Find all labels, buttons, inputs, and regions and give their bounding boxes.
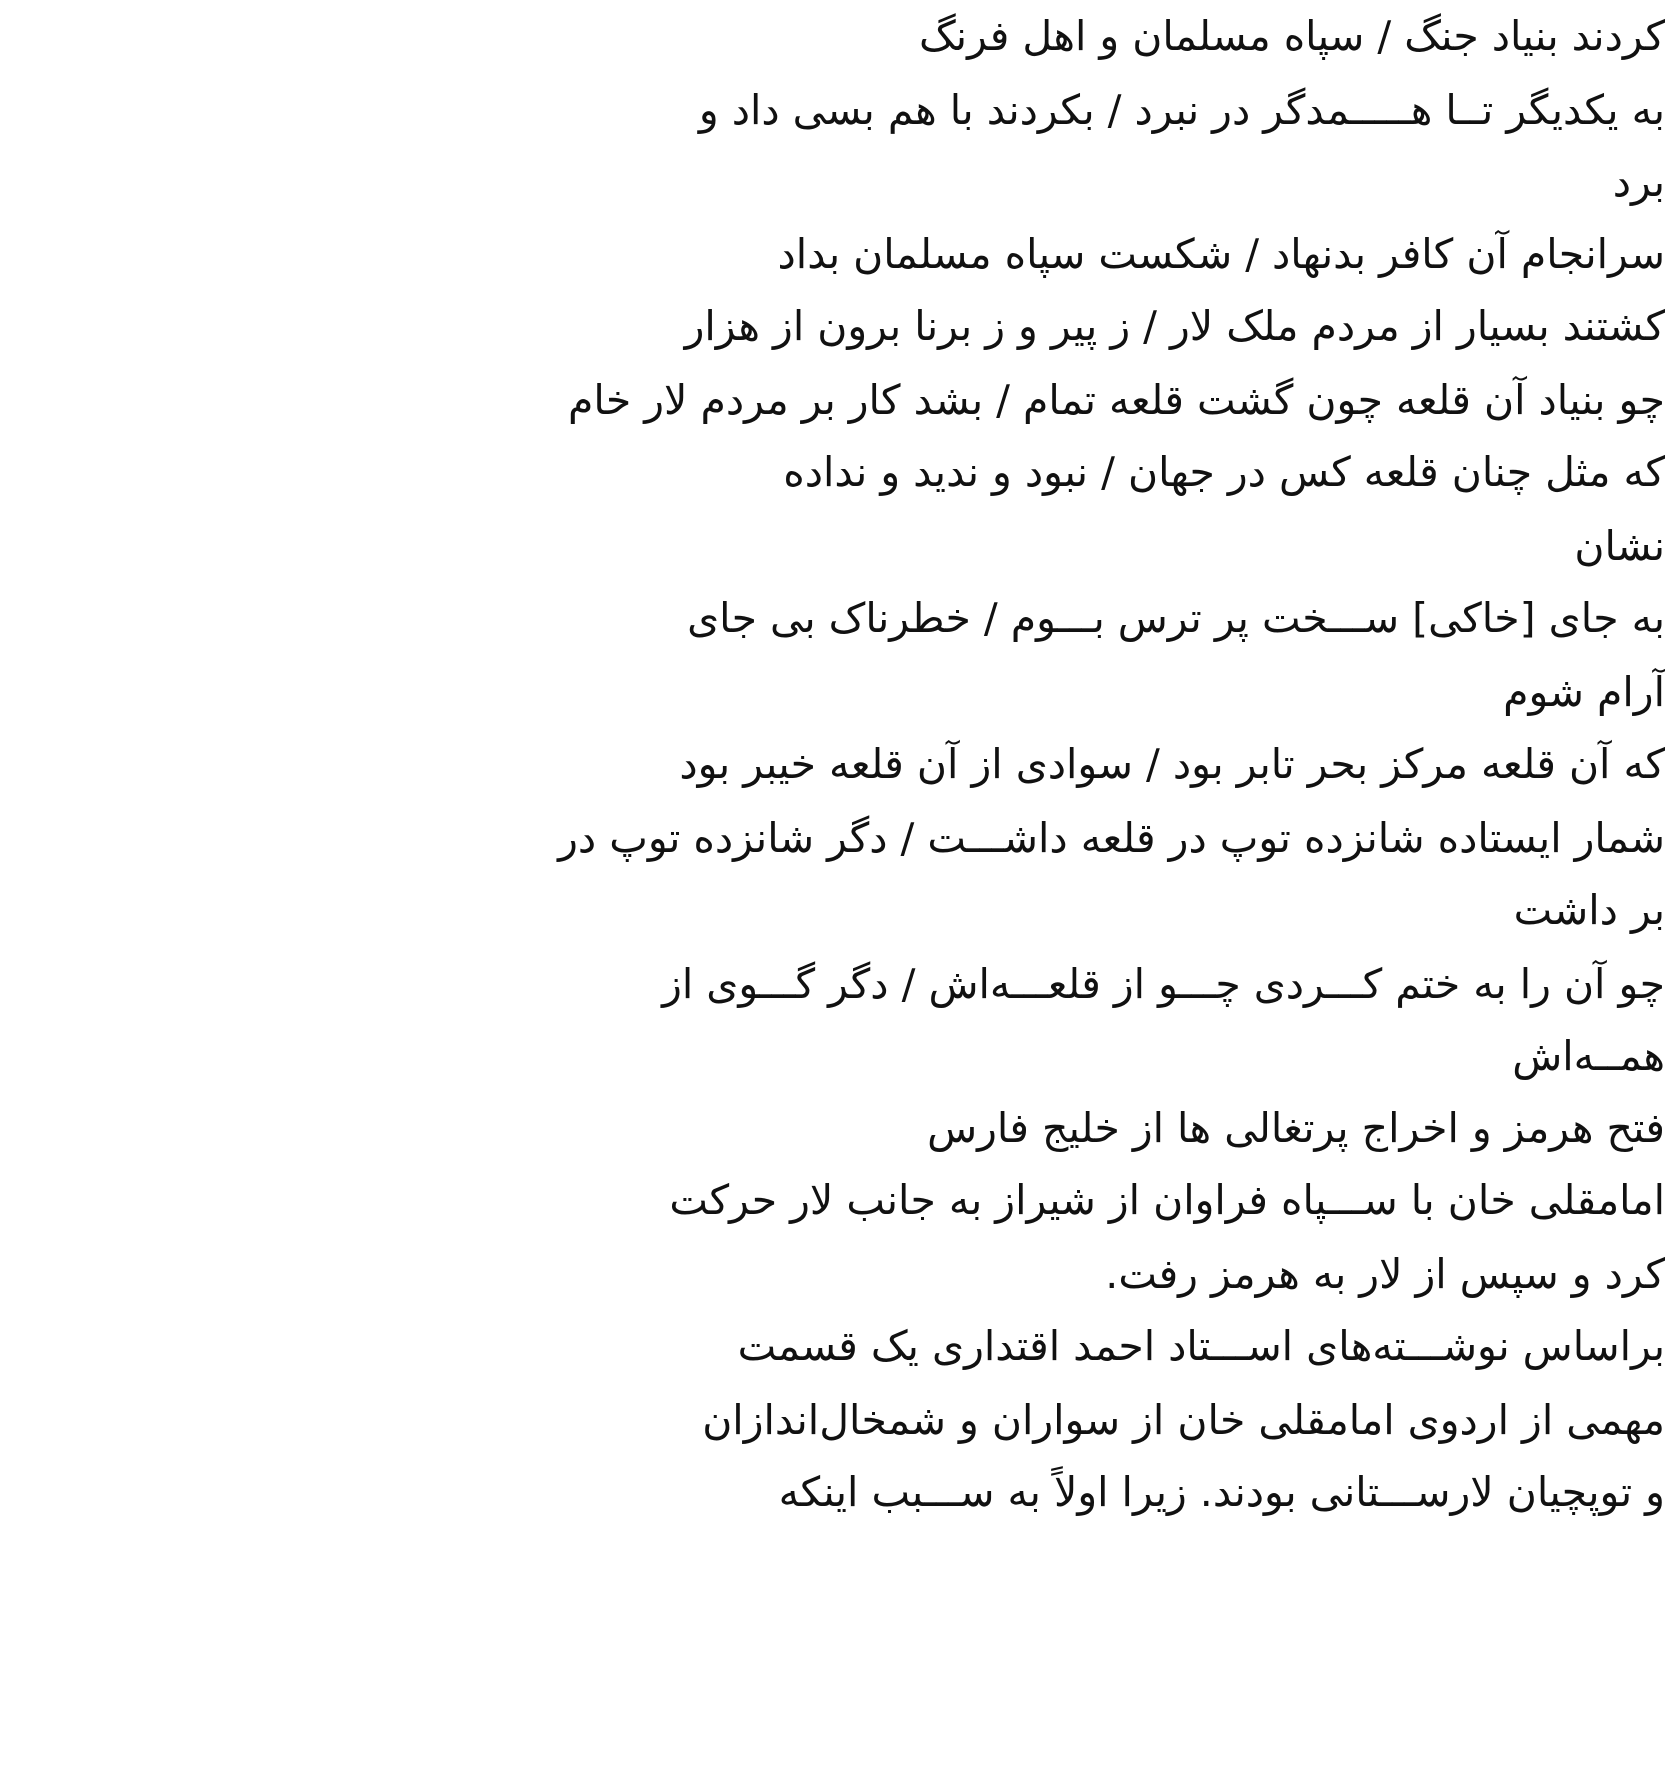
right-line-5: کشتند بسیار از مردم ملک لار / ز پیر و ز برنا برون از هزار <box>684 302 1665 350</box>
right-line-6: چو بنیاد آن قلعه چون گشت قلعه تمام / بشد کار بر مردم لار خام <box>567 376 1665 424</box>
right-line-15: همــه‌اش <box>1512 1032 1665 1080</box>
right-line-1: کردند بنیاد جنگ / سپاه مسلمان و اهل فرنگ <box>918 12 1665 60</box>
right-line-9: به جای [خاکی] ســـخت پر ترس بـــوم / خطرناک بی جای <box>687 594 1665 642</box>
right-line-18: کرد و سپس از لار به هرمز رفت. <box>1105 1250 1665 1298</box>
right-column <box>545 0 1665 1768</box>
right-line-8: نشان <box>1574 522 1665 570</box>
right-line-4: سرانجام آن کافر بدنهاد / شکست سپاه مسلمان بداد <box>777 230 1665 278</box>
right-line-12: شمار ایستاده شانزده توپ در قلعه داشـــت / دگر شانزده توپ در <box>558 814 1665 862</box>
right-line-14: چو آن را به ختم کـــردی چـــو از قلعـــه‌اش / دگر گـــوی از <box>662 960 1665 1008</box>
right-line-11: که آن قلعه مرکز بحر تابر بود / سوادی از آن قلعه خیبر بود <box>679 740 1665 788</box>
right-line-17: امامقلی خان با ســـپاه فراوان از شیراز به جانب لار حرکت <box>669 1176 1665 1224</box>
right-line-13: بر داشت <box>1513 886 1665 934</box>
right-line-3: برد <box>1612 158 1665 206</box>
right-line-21: و توپچیان لارســـتانی بودند. زیرا اولاً به ســـبب اینکه <box>778 1468 1665 1516</box>
right-line-10: آرام شوم <box>1503 668 1665 716</box>
right-line-19: براساس نوشـــته‌های اســـتاد احمد اقتداری یک قسمت <box>737 1322 1665 1370</box>
right-line-2: به یکدیگر تــا هـــــمدگر در نبرد / بکردند با هم بسی داد و <box>698 86 1665 134</box>
right-line-20: مهمی از اردوی امامقلی خان از سواران و شمخال‌اندازان <box>702 1396 1665 1444</box>
right-line-16: فتح هرمز و اخراج پرتغالی ها از خلیج فارس <box>927 1104 1665 1152</box>
right-line-7: که مثل چنان قلعه کس در جهان / نبود و ندید و نداده <box>783 448 1665 496</box>
